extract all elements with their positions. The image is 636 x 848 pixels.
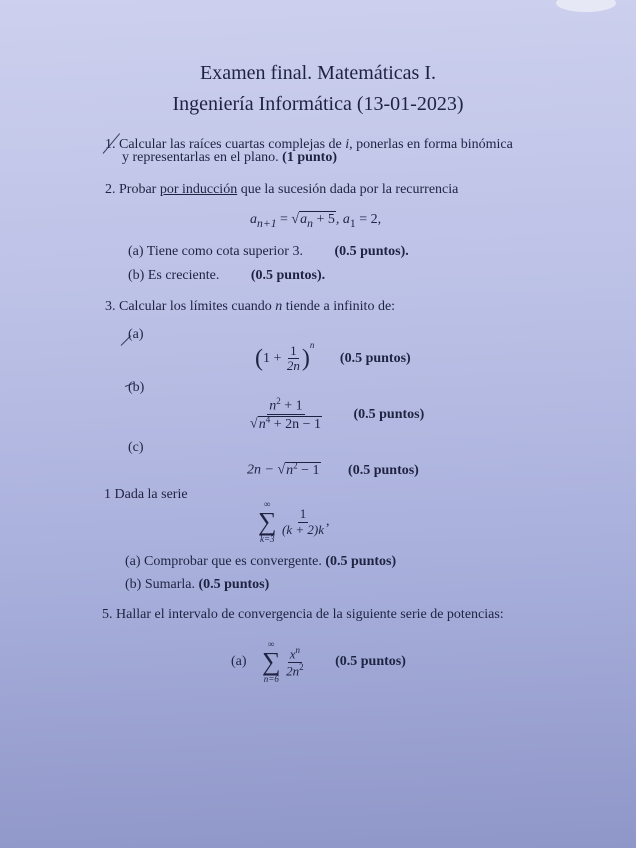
sum-symbol: ∑ — [262, 647, 281, 676]
exam-title: Examen final. Matemáticas I. — [199, 62, 436, 84]
math: 2 — [293, 460, 298, 470]
item-label: (c) — [128, 440, 144, 455]
question-text: , ponerlas en forma binómica — [349, 137, 513, 152]
math: = √ — [276, 212, 300, 227]
math: 2n − √ — [247, 462, 286, 478]
math: n+1 — [257, 216, 277, 230]
points: (0.5 puntos) — [198, 577, 270, 592]
question-3 — [105, 299, 395, 315]
points: (0.5 puntos) — [335, 654, 406, 669]
math: + 1 — [280, 398, 303, 414]
question-2b — [128, 268, 325, 284]
question-text: Calcular las raíces cuartas complejas de — [119, 137, 346, 152]
question-text: Probar — [119, 182, 160, 197]
math: 2 — [276, 396, 281, 406]
math: , a — [335, 212, 350, 227]
math: x — [289, 646, 296, 662]
sum-symbol: ∑ — [258, 507, 277, 536]
item-label: (a) — [128, 327, 144, 342]
math: n — [286, 462, 294, 478]
math: n — [309, 340, 315, 350]
question-text: Dada la serie — [114, 487, 188, 502]
recurrence-formula — [250, 212, 381, 230]
underlined-text: por inducción — [159, 182, 238, 197]
question-1-line2 — [122, 150, 337, 166]
item-label: (a) — [125, 554, 141, 569]
math: 4 — [265, 414, 271, 425]
question-5 — [102, 607, 504, 623]
question-4 — [104, 487, 188, 503]
math: n — [269, 398, 277, 414]
item-label: (b) — [128, 268, 145, 283]
points: (1 punto) — [282, 150, 338, 165]
math: ∞ — [264, 499, 271, 509]
question-number: 1. — [105, 137, 116, 152]
points: (0.5 puntos). — [334, 244, 409, 259]
question-4b — [125, 577, 269, 593]
math: 1 — [349, 216, 356, 230]
paper-fold — [556, 0, 616, 12]
math: + 5 — [312, 212, 335, 227]
math: = 2, — [355, 212, 382, 227]
math: k=3 — [259, 534, 275, 544]
question-number: 1 — [104, 487, 111, 502]
power-series-formula — [231, 640, 406, 684]
item-label: (a) — [128, 244, 144, 259]
series-formula — [258, 500, 330, 544]
math-var: n — [275, 299, 283, 314]
limit-a-formula: (1 + $\frac{1}{2n}$ )$^n$ (0.5 puntos) — [255, 340, 411, 374]
math: − 1 — [297, 462, 320, 478]
item-text: Comprobar que es convergente. — [144, 554, 322, 569]
question-text: Hallar el intervalo de convergencia de la siguiente serie de potencias: — [116, 607, 504, 622]
math: + 2n − 1 — [270, 416, 321, 432]
math: a — [250, 212, 257, 227]
exam-subtitle: Ingeniería Informática (13-01-2023) — [172, 93, 464, 115]
math: 2n — [286, 662, 300, 678]
math: 1 + — [263, 351, 282, 366]
math: n — [307, 216, 313, 230]
item-label: (b) — [125, 577, 142, 592]
points: (0.5 puntos). — [250, 268, 326, 283]
math: 1 — [290, 342, 297, 358]
math: n=6 — [263, 674, 279, 684]
math: 2n — [286, 358, 300, 374]
question-2a — [128, 244, 409, 260]
question-text: tiende a infinito de: — [282, 299, 396, 314]
question-number: 5. — [102, 607, 113, 622]
question-4a — [125, 554, 396, 570]
question-2 — [105, 182, 458, 198]
points: (0.5 puntos) — [353, 406, 425, 422]
question-number: 2. — [105, 182, 116, 197]
question-text: Calcular los límites cuando — [119, 299, 276, 314]
math: 2 — [299, 661, 304, 672]
math: (k + 2)k — [282, 521, 325, 537]
math: √ — [250, 416, 258, 432]
item-label: (a) — [231, 654, 247, 669]
math-var: i — [345, 137, 350, 152]
item-text: Es creciente. — [147, 268, 220, 283]
math: n — [295, 644, 300, 655]
math: , — [326, 514, 330, 530]
question-text: que la sucesión dada por la recurrencia — [237, 182, 459, 197]
item-label: (b) — [128, 380, 145, 395]
item-text: Tiene como cota superior 3. — [146, 244, 303, 259]
limit-b-formula — [248, 397, 424, 432]
math: n — [258, 416, 266, 432]
math: ∞ — [268, 639, 275, 649]
question-number: 3. — [105, 299, 116, 314]
question-text: y representarlas en el plano. — [122, 150, 279, 165]
limit-c-formula — [247, 460, 419, 479]
points: (0.5 puntos) — [339, 351, 411, 366]
math: a — [300, 212, 308, 227]
points: (0.5 puntos) — [325, 554, 397, 569]
item-text: Sumarla. — [144, 577, 195, 592]
points: (0.5 puntos) — [348, 462, 419, 478]
math: 1 — [299, 506, 307, 522]
